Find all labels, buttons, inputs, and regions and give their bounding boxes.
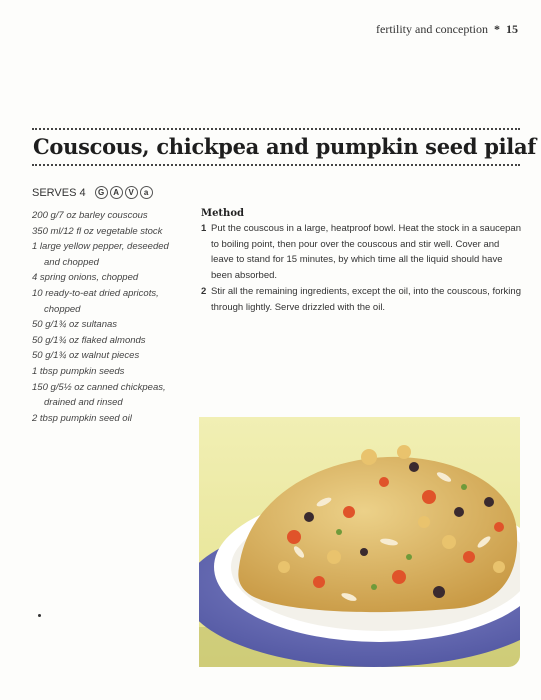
diet-badge-a: A: [110, 186, 123, 199]
section-name: fertility and conception: [376, 22, 488, 36]
ingredient-item: 50 g/1¾ oz flaked almonds: [32, 334, 146, 346]
serves-label: SERVES 4: [32, 186, 86, 199]
ingredient-item: 50 g/1¾ oz walnut pieces: [32, 350, 140, 362]
ingredient-item: 150 g/5½ oz canned chickpeas, drained and rinsed: [32, 381, 166, 409]
method-heading: Method: [201, 208, 244, 219]
diet-badge-v: V: [125, 186, 138, 199]
recipe-title: Couscous, chickpea and pumpkin seed pilaf: [33, 134, 537, 159]
star-separator: *: [494, 22, 500, 36]
running-header: [376, 22, 518, 37]
margin-speck: [38, 614, 41, 617]
method-step: [201, 284, 523, 315]
ingredient-item: 50 g/1¾ oz sultanas: [32, 319, 118, 331]
ingredient-item: 4 spring onions, chopped: [32, 272, 139, 284]
serves-row: [32, 186, 153, 199]
step-text: Put the couscous in a large, heatproof bowl. Heat the stock in a saucepan to boiling point, then pour over the couscous and stir well. Cover and leave to stand for 15 minutes, by which time all the liquid should have been absorbed.: [211, 223, 521, 281]
title-rule-bottom: [32, 164, 520, 166]
step-number: 1: [201, 223, 207, 234]
ingredient-item: 200 g/7 oz barley couscous: [32, 210, 148, 221]
method-section: [201, 208, 523, 317]
diet-badge-g: G: [95, 186, 108, 199]
ingredient-item: 2 tbsp pumpkin seed oil: [32, 412, 132, 424]
step-number: 2: [201, 286, 207, 298]
ingredient-item: 1 large yellow pepper, deseeded and chopped: [32, 241, 169, 268]
page-number: 15: [506, 22, 518, 36]
dish-photo: [199, 417, 520, 667]
title-rule-top: [32, 128, 520, 130]
ingredient-item: 350 ml/12 fl oz vegetable stock: [32, 225, 163, 237]
method-step: [201, 221, 523, 283]
diet-badge-a-lower: a: [140, 186, 153, 199]
diet-badges: [95, 186, 153, 199]
ingredient-item: 1 tbsp pumpkin seeds: [32, 365, 125, 377]
step-text: Stir all the remaining ingredients, except the oil, into the couscous, forking through lightly. Serve drizzled with the oil.: [211, 286, 521, 313]
ingredient-item: 10 ready-to-eat dried apricots, chopped: [32, 287, 159, 315]
ingredient-list: [32, 208, 192, 426]
